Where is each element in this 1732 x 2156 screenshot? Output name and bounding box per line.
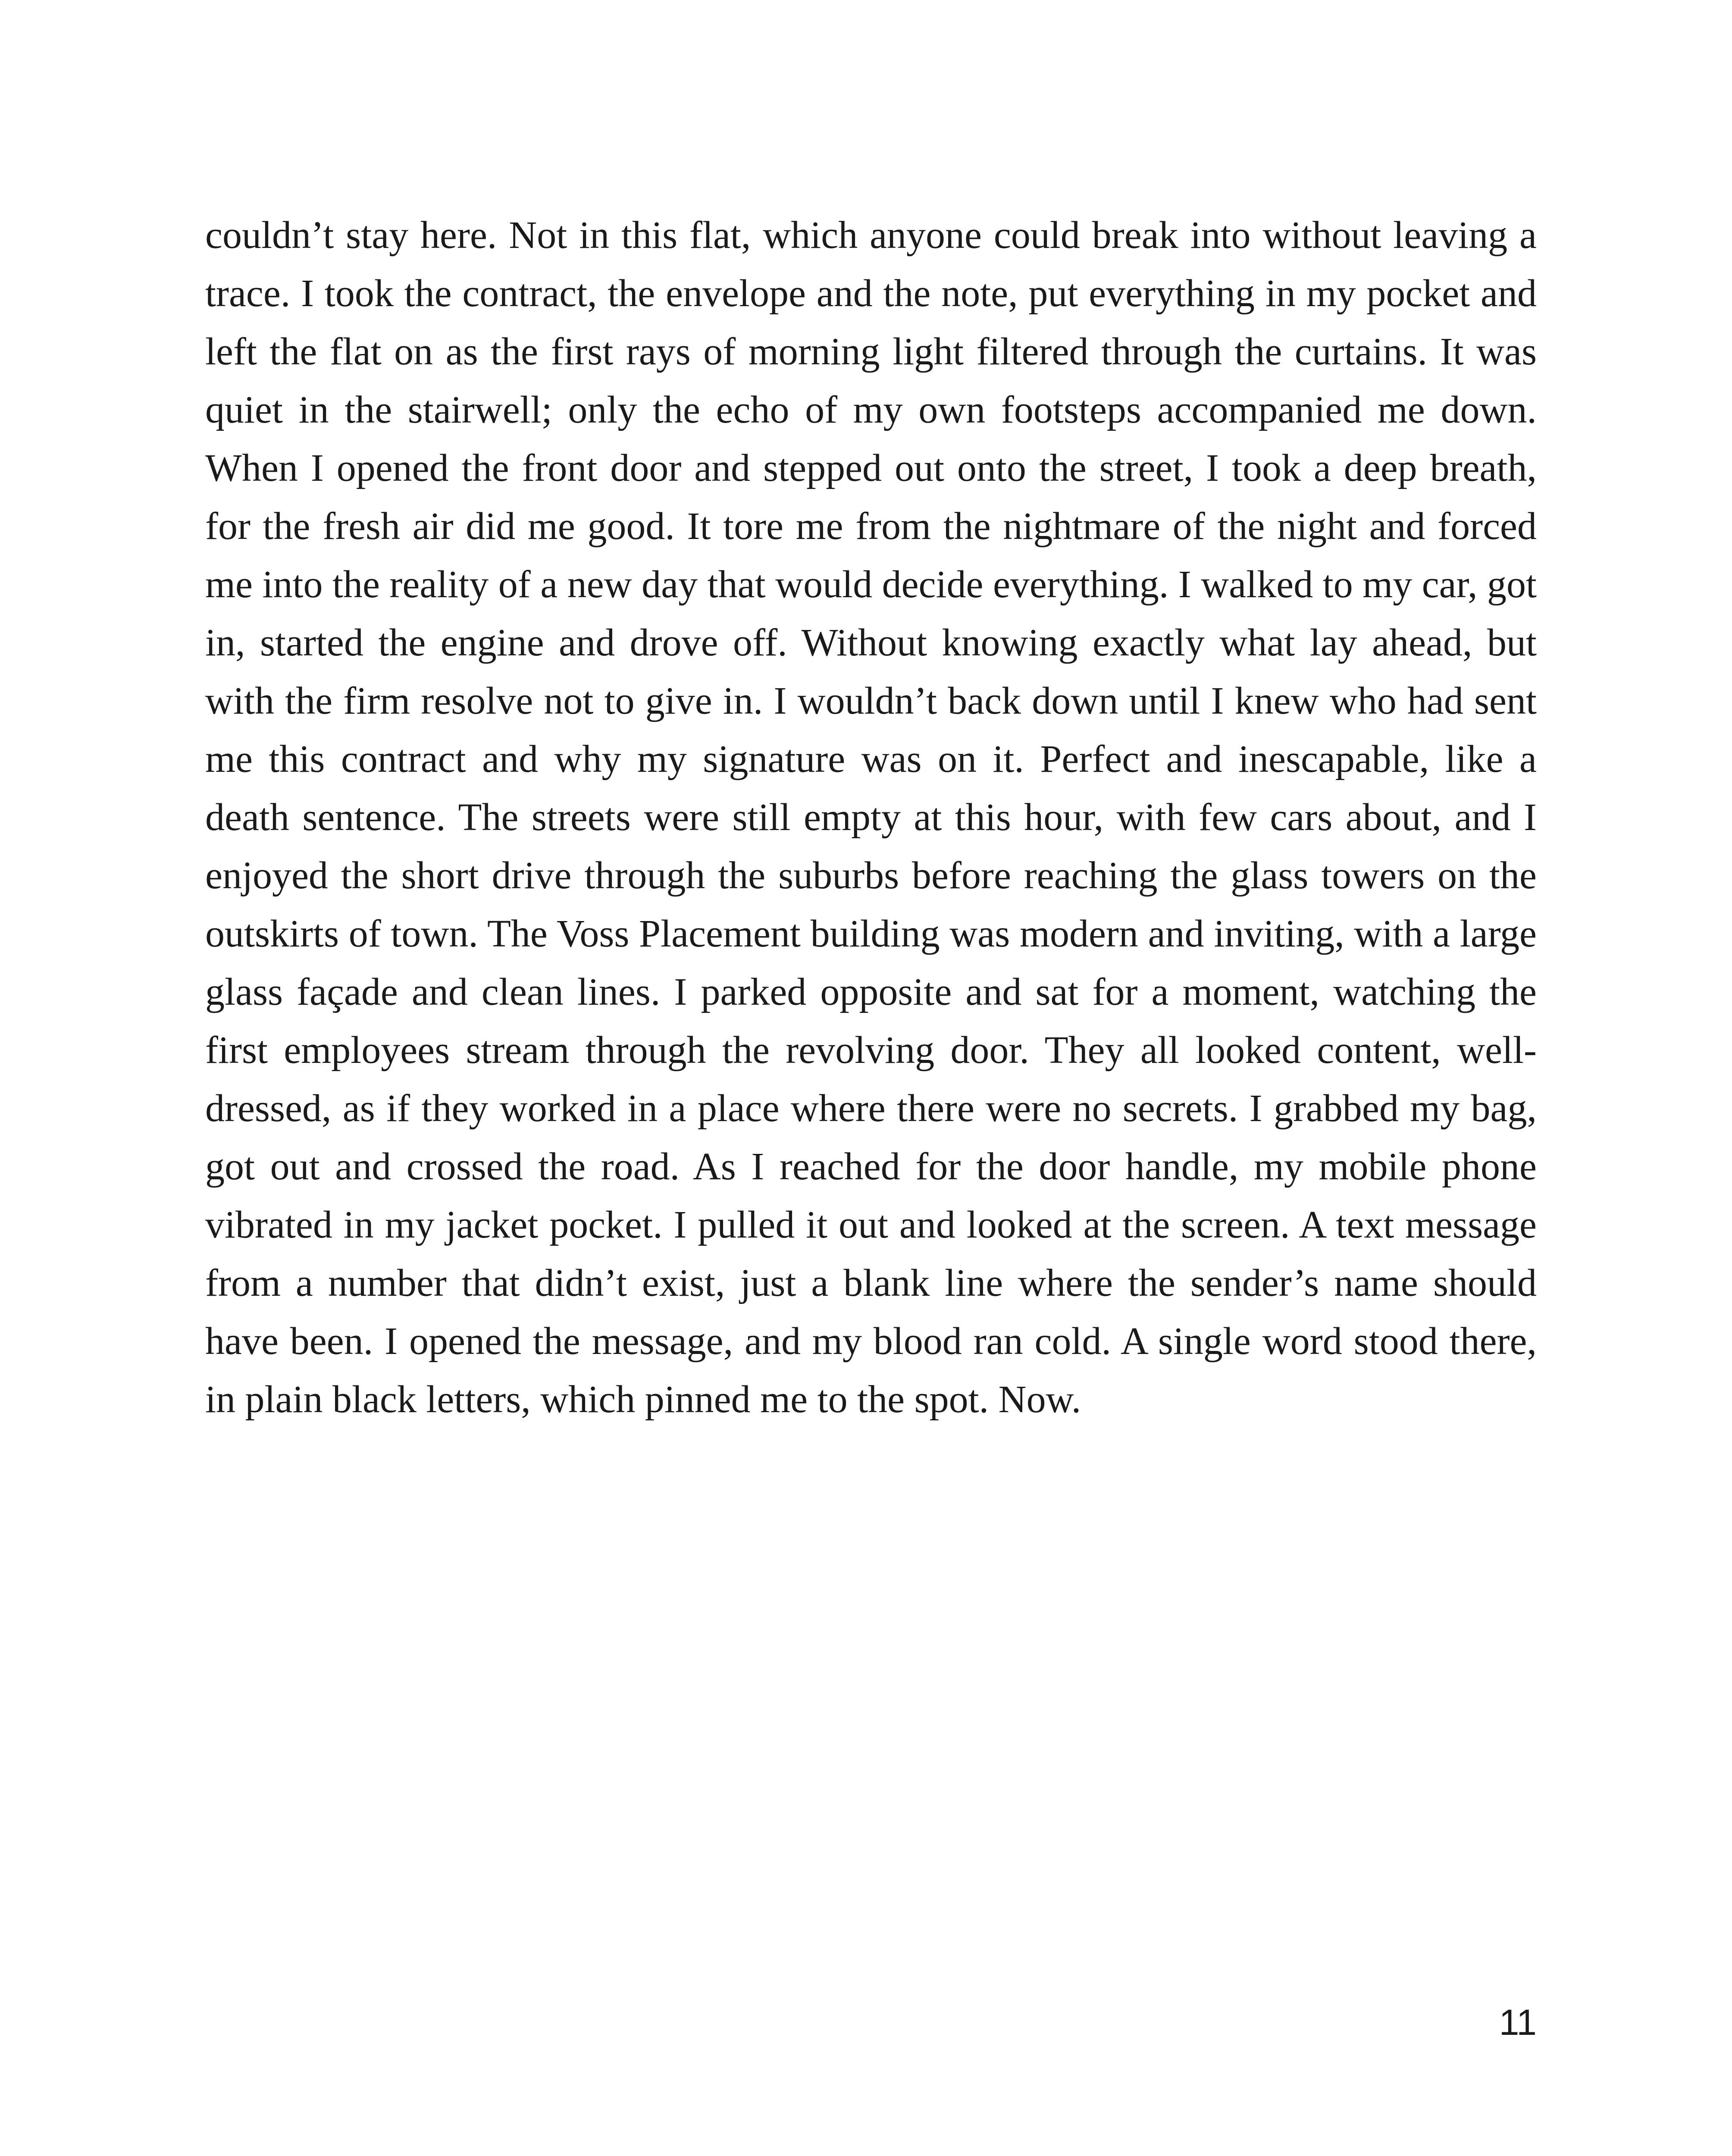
- body-paragraph: couldn’t stay here. Not in this flat, which anyone could break into without leaving a trace. I took the contract, the envelope and the note, put everything in my pocket and left the flat on as the first rays of morning light filtered through the curtains. It was quiet in the stairwell; only the echo of my own footsteps accompanied me down. When I opened the front door and stepped out onto the street, I took a deep breath, for the fresh air did me good. It tore me from the nightmare of the night and forced me into the reality of a new day that would decide everything. I walked to my car, got in, started the engine and drove off. Without knowing exactly what lay ahead, but with the firm resolve not to give in. I wouldn’t back down until I knew who had sent me this contract and why my signature was on it. Perfect and inescapable, like a death sentence. The streets were still empty at this hour, with few cars about, and I enjoyed the short drive through the suburbs before reaching the glass towers on the outskirts of town. The Voss Placement building was modern and inviting, with a large glass façade and clean lines. I parked opposite and sat for a moment, watching the first employees stream through the revolving door. They all looked content, well-dressed, as if they worked in a place where there were no secrets. I grabbed my bag, got out and crossed the road. As I reached for the door handle, my mobile phone vibrated in my jacket pocket. I pulled it out and looked at the screen. A text message from a number that didn’t exist, just a blank line where the sender’s name should have been. I opened the message, and my blood ran cold. A single word stood there, in plain black letters, which pinned me to the spot. Now.: [205, 214, 1537, 1421]
- page-number: 11: [1499, 2002, 1537, 2043]
